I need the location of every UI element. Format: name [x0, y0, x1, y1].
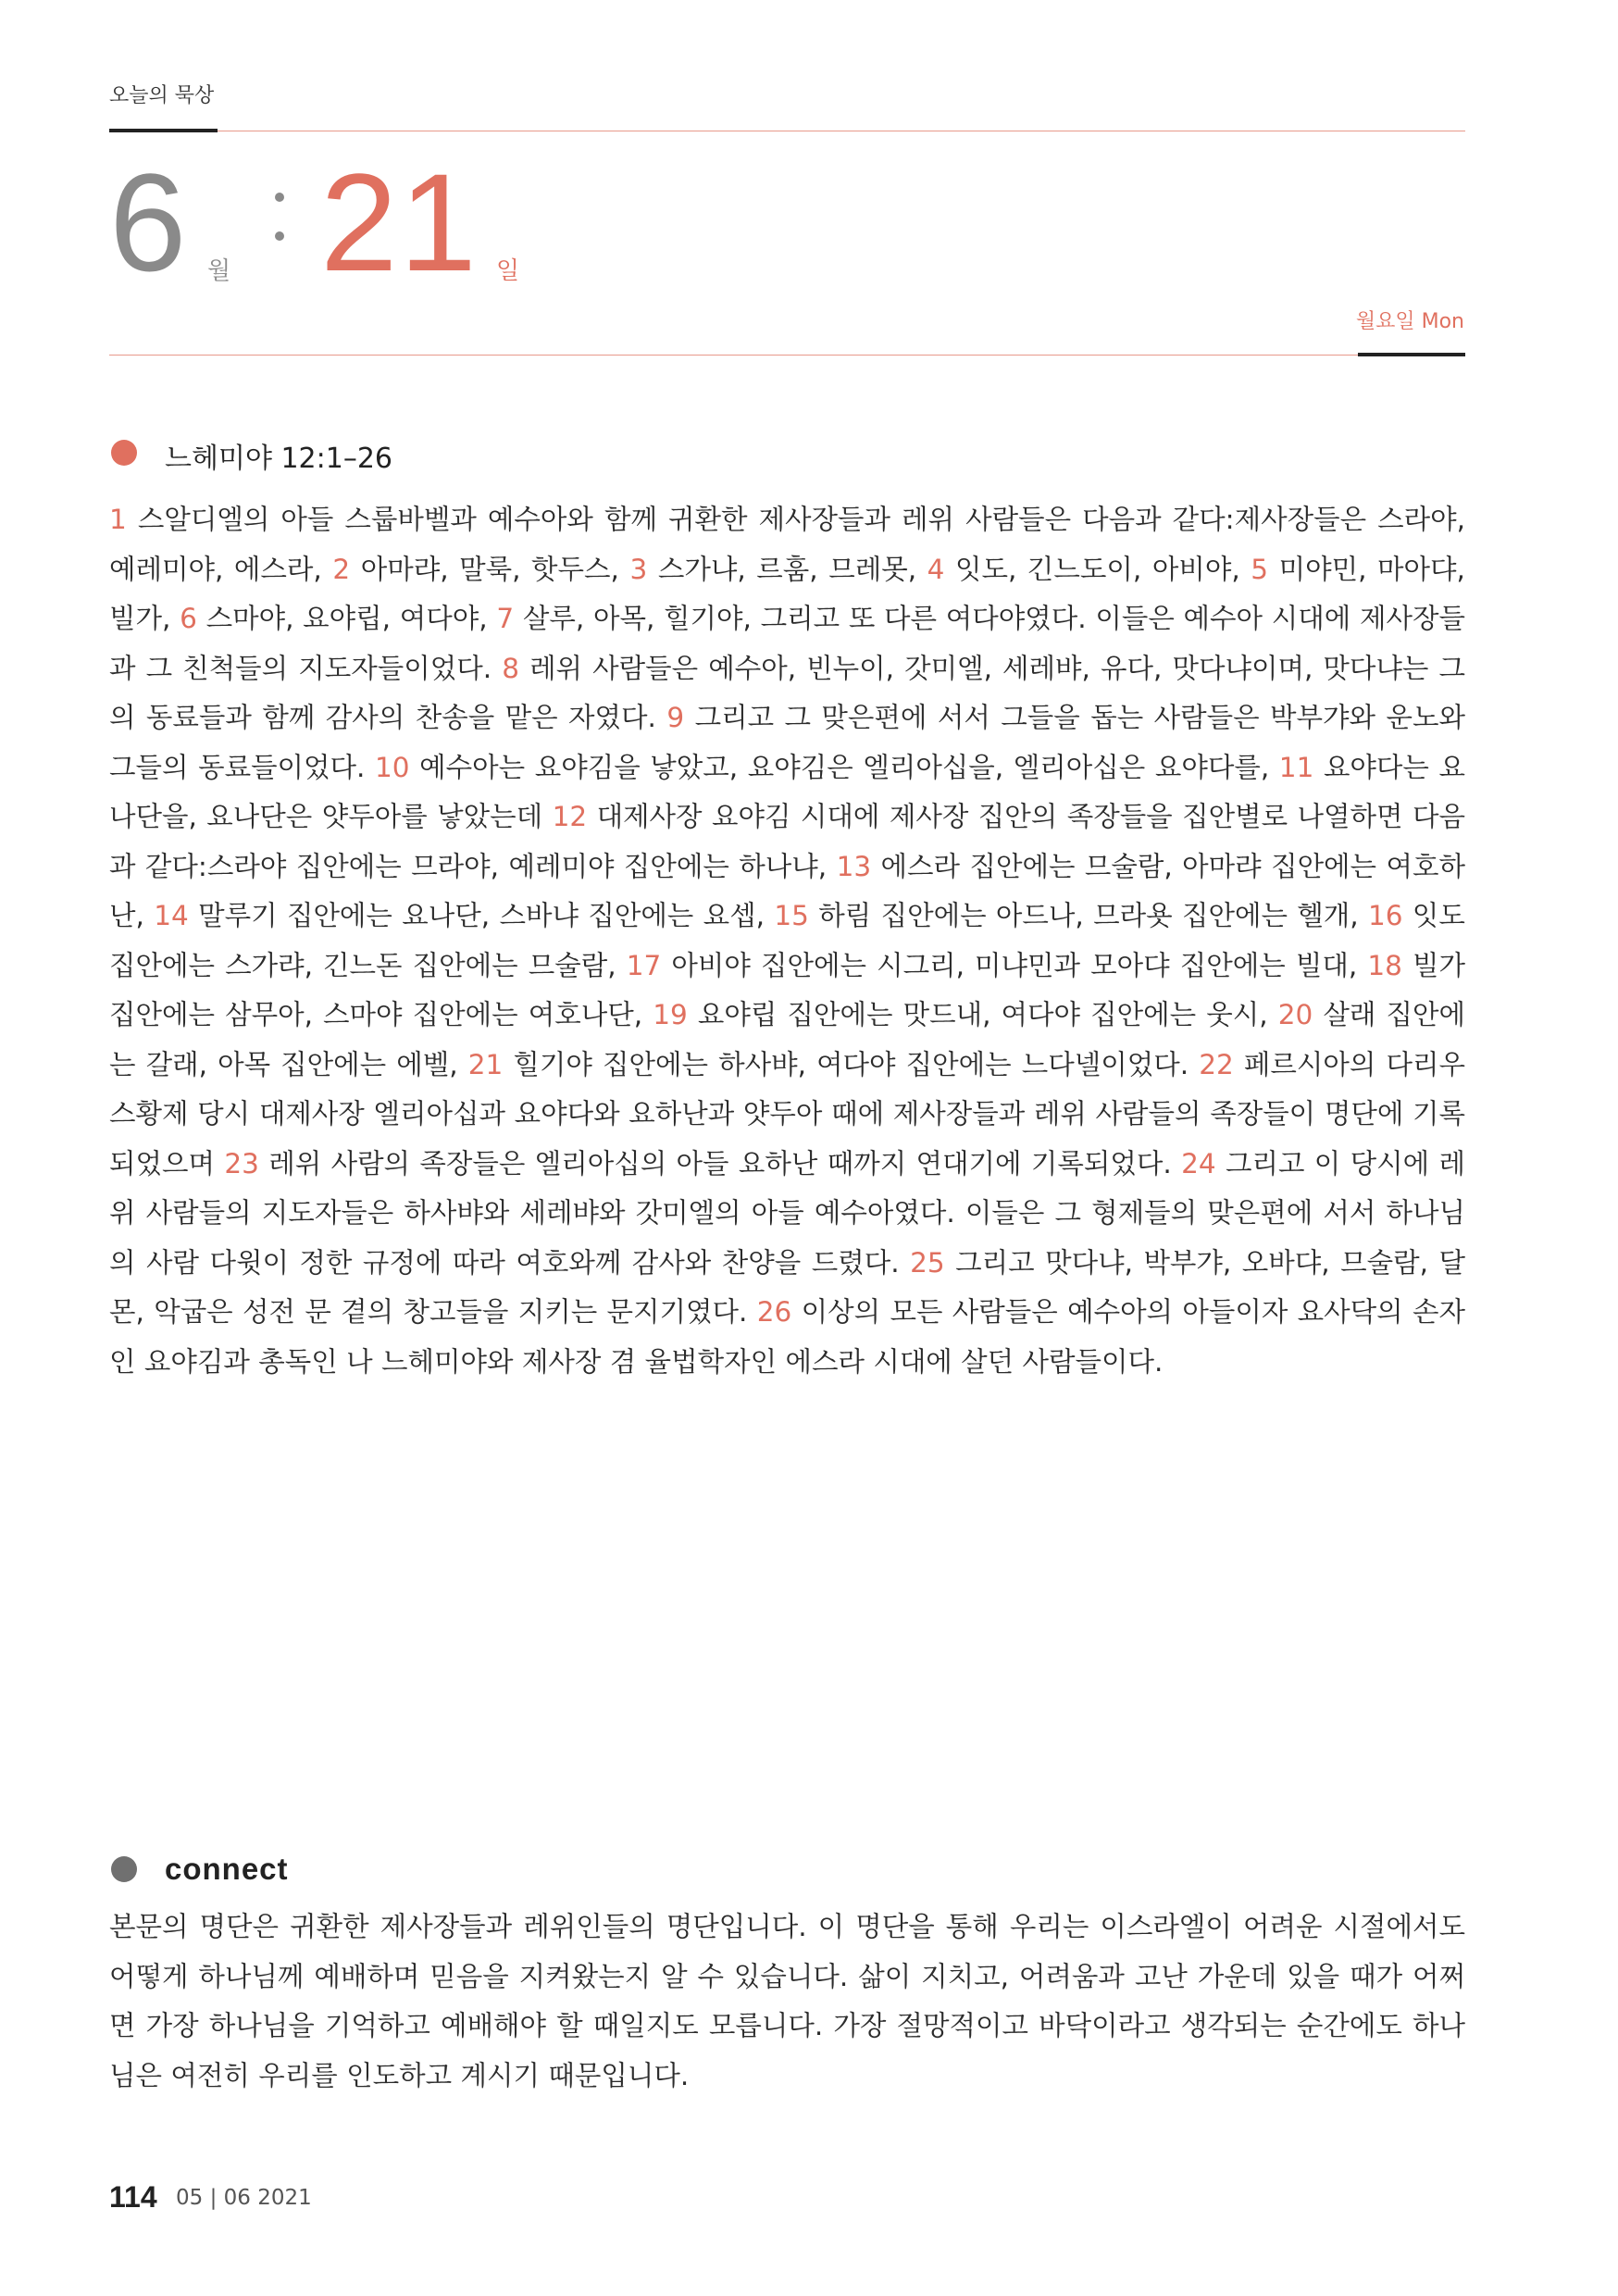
connect-heading: connect	[165, 1852, 289, 1886]
verse-text: 말루기 집안에는 요나단, 스바냐 집안에는 요셉,	[198, 900, 765, 931]
verse-text: 레위 사람들은 예수아, 빈누이, 갓미엘, 세레뱌, 유다, 맛다냐이며, 맛다냐는 그의 동료들과 함께 감사의 찬송을 맡은 자였다.	[109, 652, 1465, 733]
verse-text: 살루, 아목, 힐기야, 그리고 또 다른 여다야였다. 이들은 예수아 시대에 제사장들과 그 친척들의 지도자들이었다.	[109, 603, 1465, 684]
verse-number: 19	[653, 999, 688, 1030]
verse-text: 하림 집안에는 아드나, 므라욧 집안에는 헬개,	[818, 900, 1359, 931]
verse-number: 2	[332, 553, 351, 585]
verse-text: 살래 집안에는 갈래, 아목 집안에는 에벨,	[109, 999, 1465, 1080]
weekday-label: 월요일 Mon	[1355, 310, 1464, 333]
date-rule-accent	[1358, 353, 1465, 356]
date-separator-dot-bottom	[275, 231, 284, 241]
verse-number: 9	[666, 702, 685, 733]
verse-number: 23	[224, 1147, 259, 1179]
verse-number: 1	[109, 504, 127, 535]
verse-text: 스가냐, 르훔, 므레못,	[657, 553, 917, 585]
verse-number: 18	[1367, 949, 1402, 981]
verse-text: 스마야, 요야립, 여다야,	[205, 603, 488, 634]
date-month: 6	[109, 144, 189, 300]
scripture-bullet-icon	[111, 440, 137, 466]
verse-number: 3	[629, 553, 648, 585]
date-rule	[109, 355, 1465, 356]
verse-number: 13	[836, 850, 872, 882]
verse-number: 8	[502, 652, 519, 684]
verse-text: 그리고 맛다냐, 박부갸, 오바댜, 므술람, 달몬, 악굽은 성전 문 곁의 창고들을 지키는 문지기였다.	[109, 1246, 1465, 1328]
verse-text: 요야립 집안에는 맛드내, 여다야 집안에는 웃시,	[697, 999, 1268, 1030]
verse-text: 아마랴, 말룩, 핫두스,	[360, 553, 619, 585]
verse-text: 그리고 그 맞은편에 서서 그들을 돕는 사람들은 박부갸와 운노와 그들의 동료들이었다.	[109, 702, 1465, 783]
verse-number: 20	[1277, 999, 1313, 1030]
verse-text: 예수아는 요야김을 낳았고, 요야김은 엘리아십을, 엘리아십은 요야다를,	[419, 751, 1270, 783]
verse-number: 17	[626, 949, 662, 981]
issue-label: 05 | 06 2021	[176, 2186, 312, 2210]
verse-number: 11	[1278, 751, 1314, 783]
verse-text: 이상의 모든 사람들은 예수아의 아들이자 요사닥의 손자인 요야김과 총독인 나 느헤미야와 제사장 겸 율법학자인 에스라 시대에 살던 사람들이다.	[109, 1296, 1465, 1378]
verse-text: 페르시아의 다리우스황제 당시 대제사장 엘리아십과 요야다와 요하난과 얏두아 때에 제사장들과 레위 사람들의 족장들이 명단에 기록되었으며	[109, 1048, 1465, 1179]
scripture-reference: 느헤미야 12:1–26	[165, 443, 392, 475]
page-number: 114	[109, 2180, 157, 2214]
scripture-body	[109, 495, 1465, 1387]
verse-number: 12	[552, 801, 588, 832]
verse-number: 15	[774, 900, 809, 931]
verse-text: 에스라 집안에는 므술람, 아마랴 집안에는 여호하난,	[109, 850, 1465, 931]
verse-number: 21	[467, 1048, 504, 1080]
verse-text: 아비야 집안에는 시그리, 미냐민과 모아댜 집안에는 빌대,	[671, 949, 1358, 981]
verse-number: 25	[910, 1246, 945, 1279]
date-separator-dot-top	[275, 193, 284, 202]
verse-text: 그리고 이 당시에 레위 사람들의 지도자들은 하사뱌와 세레뱌와 갓미엘의 아들 예수아였다. 이들은 그 형제들의 맞은편에 서서 하나님의 사람 다윗이 정한 규정에 따라 여호와께 감사와 찬양을 드렸다.	[109, 1147, 1465, 1279]
verse-number: 10	[375, 751, 410, 783]
verse-text: 미야민, 마아댜, 빌가,	[109, 553, 1465, 634]
verse-text: 잇도 집안에는 스가랴, 긴느돈 집안에는 므술람,	[109, 900, 1465, 981]
verse-text: 잇도, 긴느도이, 아비야,	[954, 553, 1240, 585]
verse-text: 스알디엘의 아들 스룹바벨과 예수아와 함께 귀환한 제사장들과 레위 사람들은 다음과 같다:제사장들은 스라야, 예레미야, 에스라,	[109, 504, 1465, 585]
verse-number: 26	[756, 1296, 792, 1328]
verse-text: 힐기야 집안에는 하사뱌, 여다야 집안에는 느다넬이었다.	[513, 1048, 1189, 1080]
verse-text: 요야다는 요나단을, 요나단은 얏두아를 낳았는데	[109, 751, 1466, 832]
header-rule-accent	[109, 129, 218, 132]
verse-text: 대제사장 요야김 시대에 제사장 집안의 족장들을 집안별로 나열하면 다음과 같다:스라야 집안에는 므라야, 예레미야 집안에는 하나냐,	[109, 801, 1465, 882]
verse-text: 빌가 집안에는 삼무아, 스마야 집안에는 여호나단,	[109, 949, 1465, 1030]
month-unit: 월	[207, 257, 231, 285]
connect-bullet-icon	[111, 1856, 137, 1882]
connect-body: 본문의 명단은 귀환한 제사장들과 레위인들의 명단입니다. 이 명단을 통해 우리는 이스라엘이 어려운 시절에서도 어떻게 하나님께 예배하며 믿음을 지켜왔는지 알 수 있습니다. 삶이 지치고, 어려움과 고난 가운데 있을 때가 어쩌면 가장 하나님을 기억하고 예배해야 할 때일지도 모릅니다. 가장 절망적이고 바닥이라고 생각되는 순간에도 하나님은 여전히 우리를 인도하고 계시기 때문입니다.	[109, 1911, 1465, 2091]
verse-number: 24	[1181, 1147, 1216, 1179]
verse-number: 6	[180, 603, 197, 634]
verse-number: 14	[154, 900, 189, 931]
day-unit: 일	[496, 257, 520, 285]
verse-number: 4	[927, 553, 945, 585]
verse-number: 22	[1199, 1048, 1234, 1080]
date-day: 21	[320, 144, 479, 300]
section-label: 오늘의 묵상	[109, 84, 215, 107]
verse-number: 16	[1368, 900, 1403, 931]
verse-number: 5	[1251, 553, 1269, 585]
verse-number: 7	[496, 603, 515, 634]
verse-text: 레위 사람의 족장들은 엘리아십의 아들 요하난 때까지 연대기에 기록되었다.	[268, 1147, 1172, 1179]
